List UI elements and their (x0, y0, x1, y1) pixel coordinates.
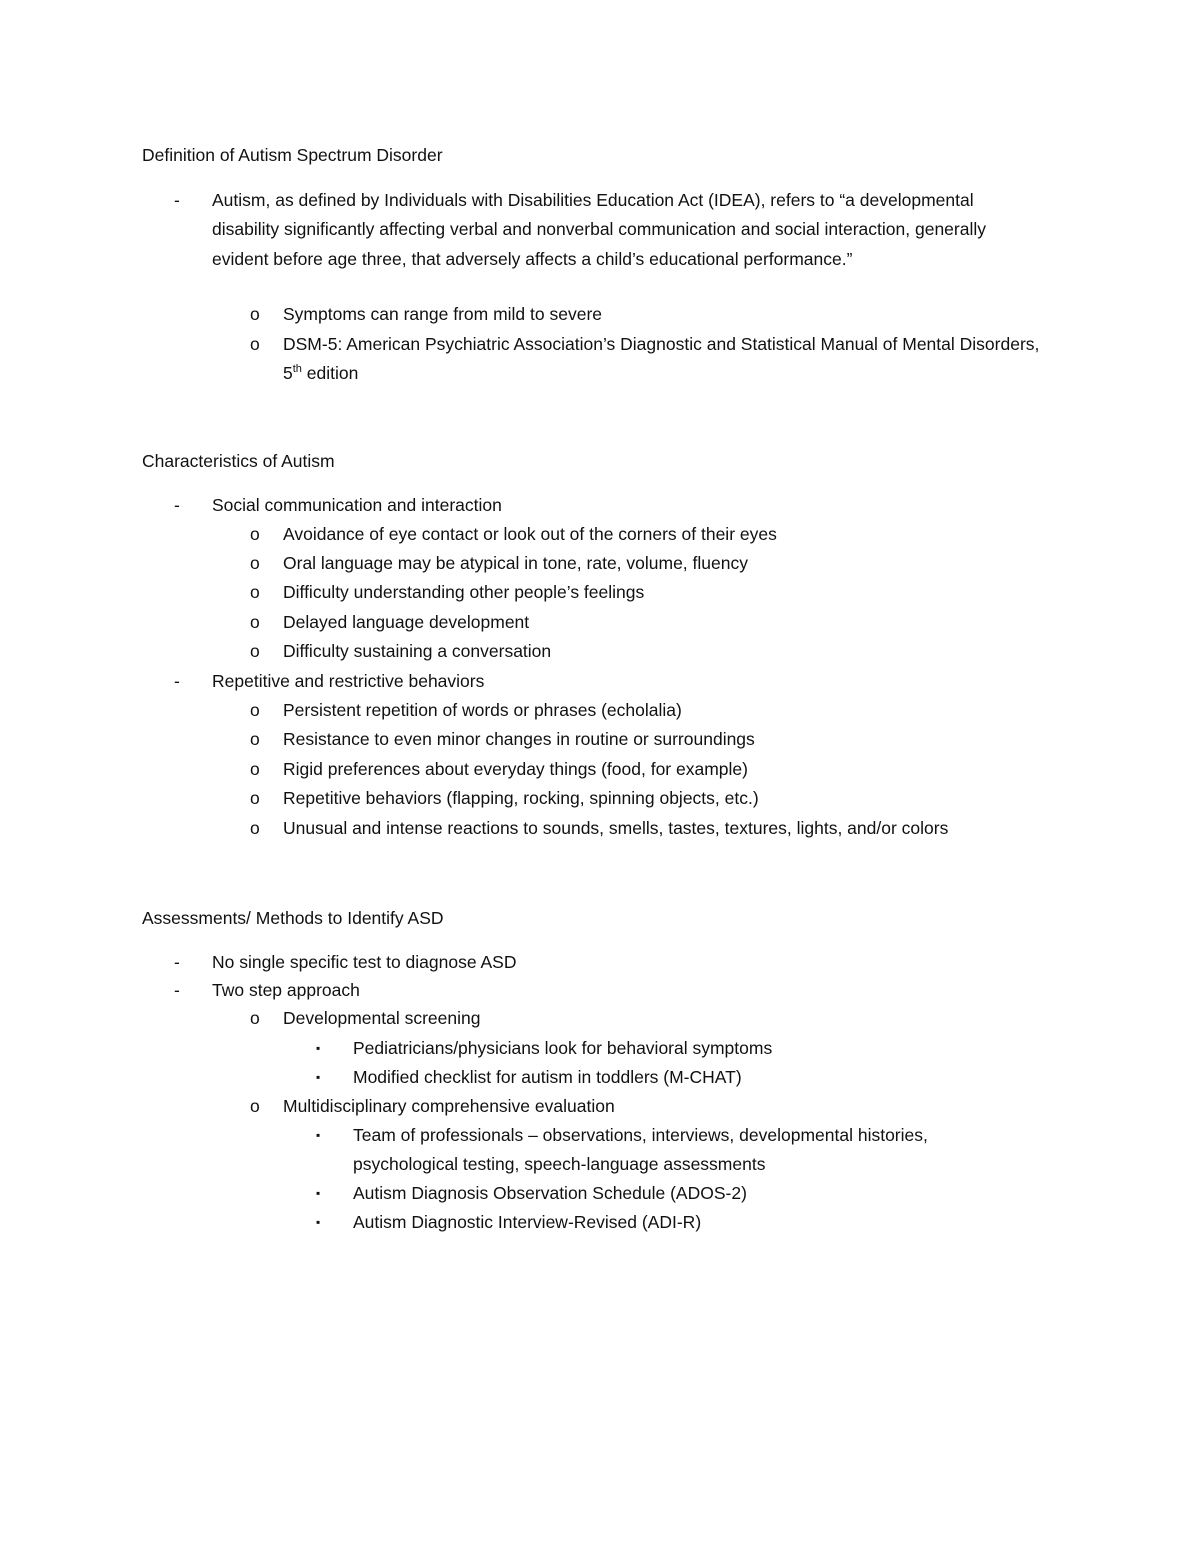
item-text: Developmental screening (283, 1008, 481, 1028)
list-item (316, 1208, 1033, 1237)
item-text: Two step approach (212, 980, 360, 1000)
list-item (250, 520, 1043, 549)
item-text: Difficulty understanding other people’s feelings (283, 582, 645, 602)
list-item (250, 300, 1043, 329)
circle-bullet: o (250, 334, 260, 354)
dash-bullet: - (174, 671, 180, 691)
list-item (250, 608, 1043, 637)
square-bullet: ▪ (316, 1070, 321, 1084)
list-item (250, 814, 1043, 843)
item-text: Symptoms can range from mild to severe (283, 304, 603, 324)
dash-bullet: - (174, 952, 180, 972)
circle-bullet: o (250, 818, 260, 838)
square-bullet: ▪ (316, 1186, 321, 1200)
item-text: Team of professionals – observations, interviews, developmental histories, psychological testing, speech-language assessments (353, 1125, 928, 1175)
circle-bullet: o (250, 1008, 260, 1028)
list-item (174, 667, 1042, 696)
dash-bullet: - (174, 495, 180, 515)
item-text: Pediatricians/physicians look for behavioral symptoms (353, 1038, 773, 1058)
circle-bullet: o (250, 524, 260, 544)
item-text: Repetitive behaviors (flapping, rocking, spinning objects, etc.) (283, 788, 759, 808)
list-item (250, 1092, 1043, 1121)
list-item (250, 755, 1043, 784)
list-item (250, 725, 1043, 754)
square-bullet: ▪ (316, 1041, 321, 1055)
item-text: Avoidance of eye contact or look out of the corners of their eyes (283, 524, 777, 544)
item-text: Multidisciplinary comprehensive evaluation (283, 1096, 615, 1116)
list-item (316, 1034, 1033, 1063)
list-item (316, 1063, 1033, 1092)
list-item (250, 549, 1043, 578)
list-item (250, 637, 1043, 666)
item-text: Social communication and interaction (212, 495, 502, 515)
dash-bullet: - (174, 980, 180, 1000)
list-item (250, 1004, 1043, 1033)
item-text: Persistent repetition of words or phrases (echolalia) (283, 700, 682, 720)
list-item (316, 1179, 1033, 1208)
item-text: Difficulty sustaining a conversation (283, 641, 552, 661)
item-text: Repetitive and restrictive behaviors (212, 671, 485, 691)
item-text: Autism Diagnosis Observation Schedule (ADOS-2) (353, 1183, 747, 1203)
square-bullet: ▪ (316, 1215, 321, 1229)
circle-bullet: o (250, 612, 260, 632)
list-item (250, 330, 1043, 389)
circle-bullet: o (250, 700, 260, 720)
circle-bullet: o (250, 729, 260, 749)
list-item (250, 784, 1043, 813)
list-item (174, 491, 1042, 520)
item-text: Modified checklist for autism in toddlers (M-CHAT) (353, 1067, 742, 1087)
item-text: Delayed language development (283, 612, 530, 632)
list-item (174, 976, 1042, 1005)
section-heading-assessments: Assessments/ Methods to Identify ASD (142, 908, 444, 928)
circle-bullet: o (250, 1096, 260, 1116)
item-text: Resistance to even minor changes in routine or surroundings (283, 729, 755, 749)
dash-bullet: - (174, 190, 180, 210)
superscript: th (292, 363, 302, 376)
list-item (250, 696, 1043, 725)
circle-bullet: o (250, 304, 260, 324)
list-item (250, 578, 1043, 607)
circle-bullet: o (250, 553, 260, 573)
circle-bullet: o (250, 582, 260, 602)
item-text: Oral language may be atypical in tone, rate, volume, fluency (283, 553, 748, 573)
list-item (316, 1121, 1033, 1180)
item-text: Unusual and intense reactions to sounds, smells, tastes, textures, lights, and/or colors (283, 818, 949, 838)
circle-bullet: o (250, 641, 260, 661)
item-text: No single specific test to diagnose ASD (212, 952, 517, 972)
item-text-after: edition (301, 363, 359, 384)
item-text: Rigid preferences about everyday things (food, for example) (283, 759, 748, 779)
item-text: DSM-5: American Psychiatric Association’s Diagnostic and Statistical Manual of Mental Disorders, 5 (283, 334, 1040, 384)
section-heading-characteristics: Characteristics of Autism (142, 451, 335, 471)
section-heading-definition: Definition of Autism Spectrum Disorder (142, 145, 443, 165)
item-text: Autism, as defined by Individuals with Disabilities Education Act (IDEA), refers to “a developmental disability significantly affecting verbal and nonverbal communication and social interaction, generally evident before age three, that adversely affects a child’s educational performance.” (212, 190, 986, 269)
list-item (174, 948, 1042, 977)
item-text: Autism Diagnostic Interview-Revised (ADI-R) (353, 1212, 702, 1232)
circle-bullet: o (250, 759, 260, 779)
list-item (174, 186, 1042, 274)
square-bullet: ▪ (316, 1128, 321, 1142)
circle-bullet: o (250, 788, 260, 808)
